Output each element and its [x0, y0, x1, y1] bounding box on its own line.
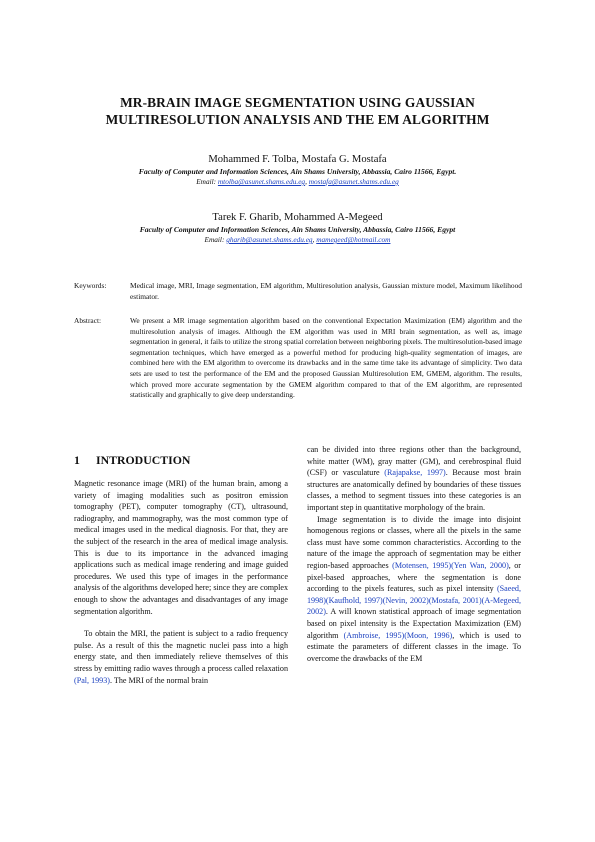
paragraph-text: can be divided into three regions other than the background, white matter (WM), gray matter (GM), and cerebrospinal fluid (CSF) or vasculature	[307, 445, 521, 478]
right-column	[307, 444, 521, 664]
keywords-label: Keywords:	[74, 281, 107, 290]
section-title: INTRODUCTION	[96, 453, 191, 467]
citation-link[interactable]: (Motensen, 1995)(Yen Wan, 2000)	[392, 560, 509, 570]
paragraph-text: . A will known statistical approach of image segmentation based on pixel intensity is the Expectation Maximization (EM) algorithm	[307, 607, 521, 640]
left-column	[74, 478, 288, 686]
email-separator: ,	[305, 177, 309, 186]
author-group-1	[60, 153, 535, 187]
paragraph-text: . The MRI of the normal brain	[109, 675, 209, 685]
email-link[interactable]: mostafa@asunet.shams.edu.eg	[308, 177, 399, 186]
paragraph-text: . Because most brain structures are anatomically defined by boundaries of these tissues classes, a method to segment tissues into these categories is an important step in quantitative morphology of the brain.	[307, 468, 521, 512]
keywords-row	[74, 281, 522, 305]
intro-paragraph-3	[307, 444, 521, 514]
keywords-text: Medical image, MRI, Image segmentation, EM algorithm, Multiresolution analysis, Gaussian mixture model, Maximum likelihood estimator.	[130, 281, 522, 301]
email-label: Email:	[204, 235, 227, 244]
paragraph-text: Image segmentation is to divide the image into disjoint homogenous regions or classes, where all the pixels in the same class must have some common characteristics. According to the nature of the image the approach of segmentation may be either region-based approaches	[307, 514, 521, 570]
email-link[interactable]: gharib@asunet.shams.edu.eg	[226, 235, 313, 244]
citation-link[interactable]: (Pal, 1993)	[74, 675, 110, 685]
title-line-2: MULTIRESOLUTION ANALYSIS AND THE EM ALGORITHM	[105, 112, 490, 127]
citation-link[interactable]: (Rajapakse, 1997)	[384, 468, 446, 478]
paper-title	[60, 94, 535, 128]
abstract-text: We present a MR image segmentation algorithm based on the conventional Expectation Maximization (EM) algorithm and the multiresolution analysis of images. Although the EM algorithm was used in MRI brain segmentation, as well as, image segmentation in general, it fails to utilize the strong spatial correlation between neighboring pixels. The multiresolution-based image segmentation techniques, which have emerged as a powerful method for producing high-quality segmentation of images, are combined here with the EM algorithm to overcome its drawbacks and in the same time take its advantage of simplicity. Two data sets are used to test the performance of the EM and the proposed Gaussian Multiresolution EM, GMEM, algorithm. The results, which proved more accurate segmentation by the GMEM algorithm compared to that of the EM algorithm, are represented statistically and graphically to give deep understanding.	[130, 316, 522, 400]
citation-link[interactable]: (Saeed, 1998)(Kaufhold, 1997)(Nevin, 2002)(Mostafa, 2001)(A-Megeed, 2002)	[307, 584, 521, 617]
paragraph-text: , or pixel-based approaches, where the segmentation is done according to the pixels features, such as pixel intensity	[307, 560, 522, 594]
email-link[interactable]: mtolba@asunet.shams.edu.eg	[217, 177, 306, 186]
author-affiliation: Faculty of Computer and Information Sciences, Ain Shams University, Abbassia, Cairo 11566, Egypt.	[138, 167, 457, 176]
citation-link[interactable]: (Ambroise, 1995)(Moon, 1996)	[343, 630, 453, 640]
email-separator: ,	[312, 235, 317, 244]
author-affiliation: Faculty of Computer and Information Sciences, Ain Shams University, Abbassia, Cairo 11566, Egypt	[139, 225, 456, 234]
section-number: 1	[74, 453, 80, 467]
author-group-2	[60, 211, 535, 245]
author-email-line	[60, 177, 535, 187]
section-heading	[74, 453, 294, 467]
abstract-label: Abstract:	[74, 316, 102, 325]
title-line-1: MR-BRAIN IMAGE SEGMENTATION USING GAUSSIAN	[120, 95, 475, 110]
author-names: Tarek F. Gharib, Mohammed A-Megeed	[212, 212, 383, 223]
paragraph-text: To obtain the MRI, the patient is subject to a radio frequency pulse. As a result of this the magnetic nuclei pass into a high energy state, and then immediately relieve themselves of this stress by emitting radio waves through a process called relaxation	[74, 629, 288, 673]
abstract-row	[74, 316, 522, 428]
email-label: Email:	[196, 177, 218, 186]
paragraph-text: , which is used to estimate the parameters of different classes in the image. To overcome the drawbacks of the EM	[307, 630, 521, 663]
intro-paragraph-1: Magnetic resonance image (MRI) of the human brain, among a variety of imaging modalities such as positron emission tomography (PET), computer tomography (CT), ultrasound, radiography, and mammography, was the most common type of medical images used in the medical diagnosis. For that, they are the subject of the research in the area of medical image analysis. This is due to its importance in the advanced imaging applications such as medical image rendering and image guided procedures. We used this type of images in the performance analysis of the algorithms developed here; since they are complex enough to show the advantages and disadvantages of any image segmentation algorithm.	[74, 479, 288, 616]
intro-paragraph-2	[74, 628, 288, 686]
email-link[interactable]: mamegeed@hotmail.com	[316, 235, 391, 244]
intro-paragraph-4	[307, 514, 521, 665]
author-email-line	[60, 235, 535, 245]
author-names: Mohammed F. Tolba, Mostafa G. Mostafa	[208, 154, 387, 165]
